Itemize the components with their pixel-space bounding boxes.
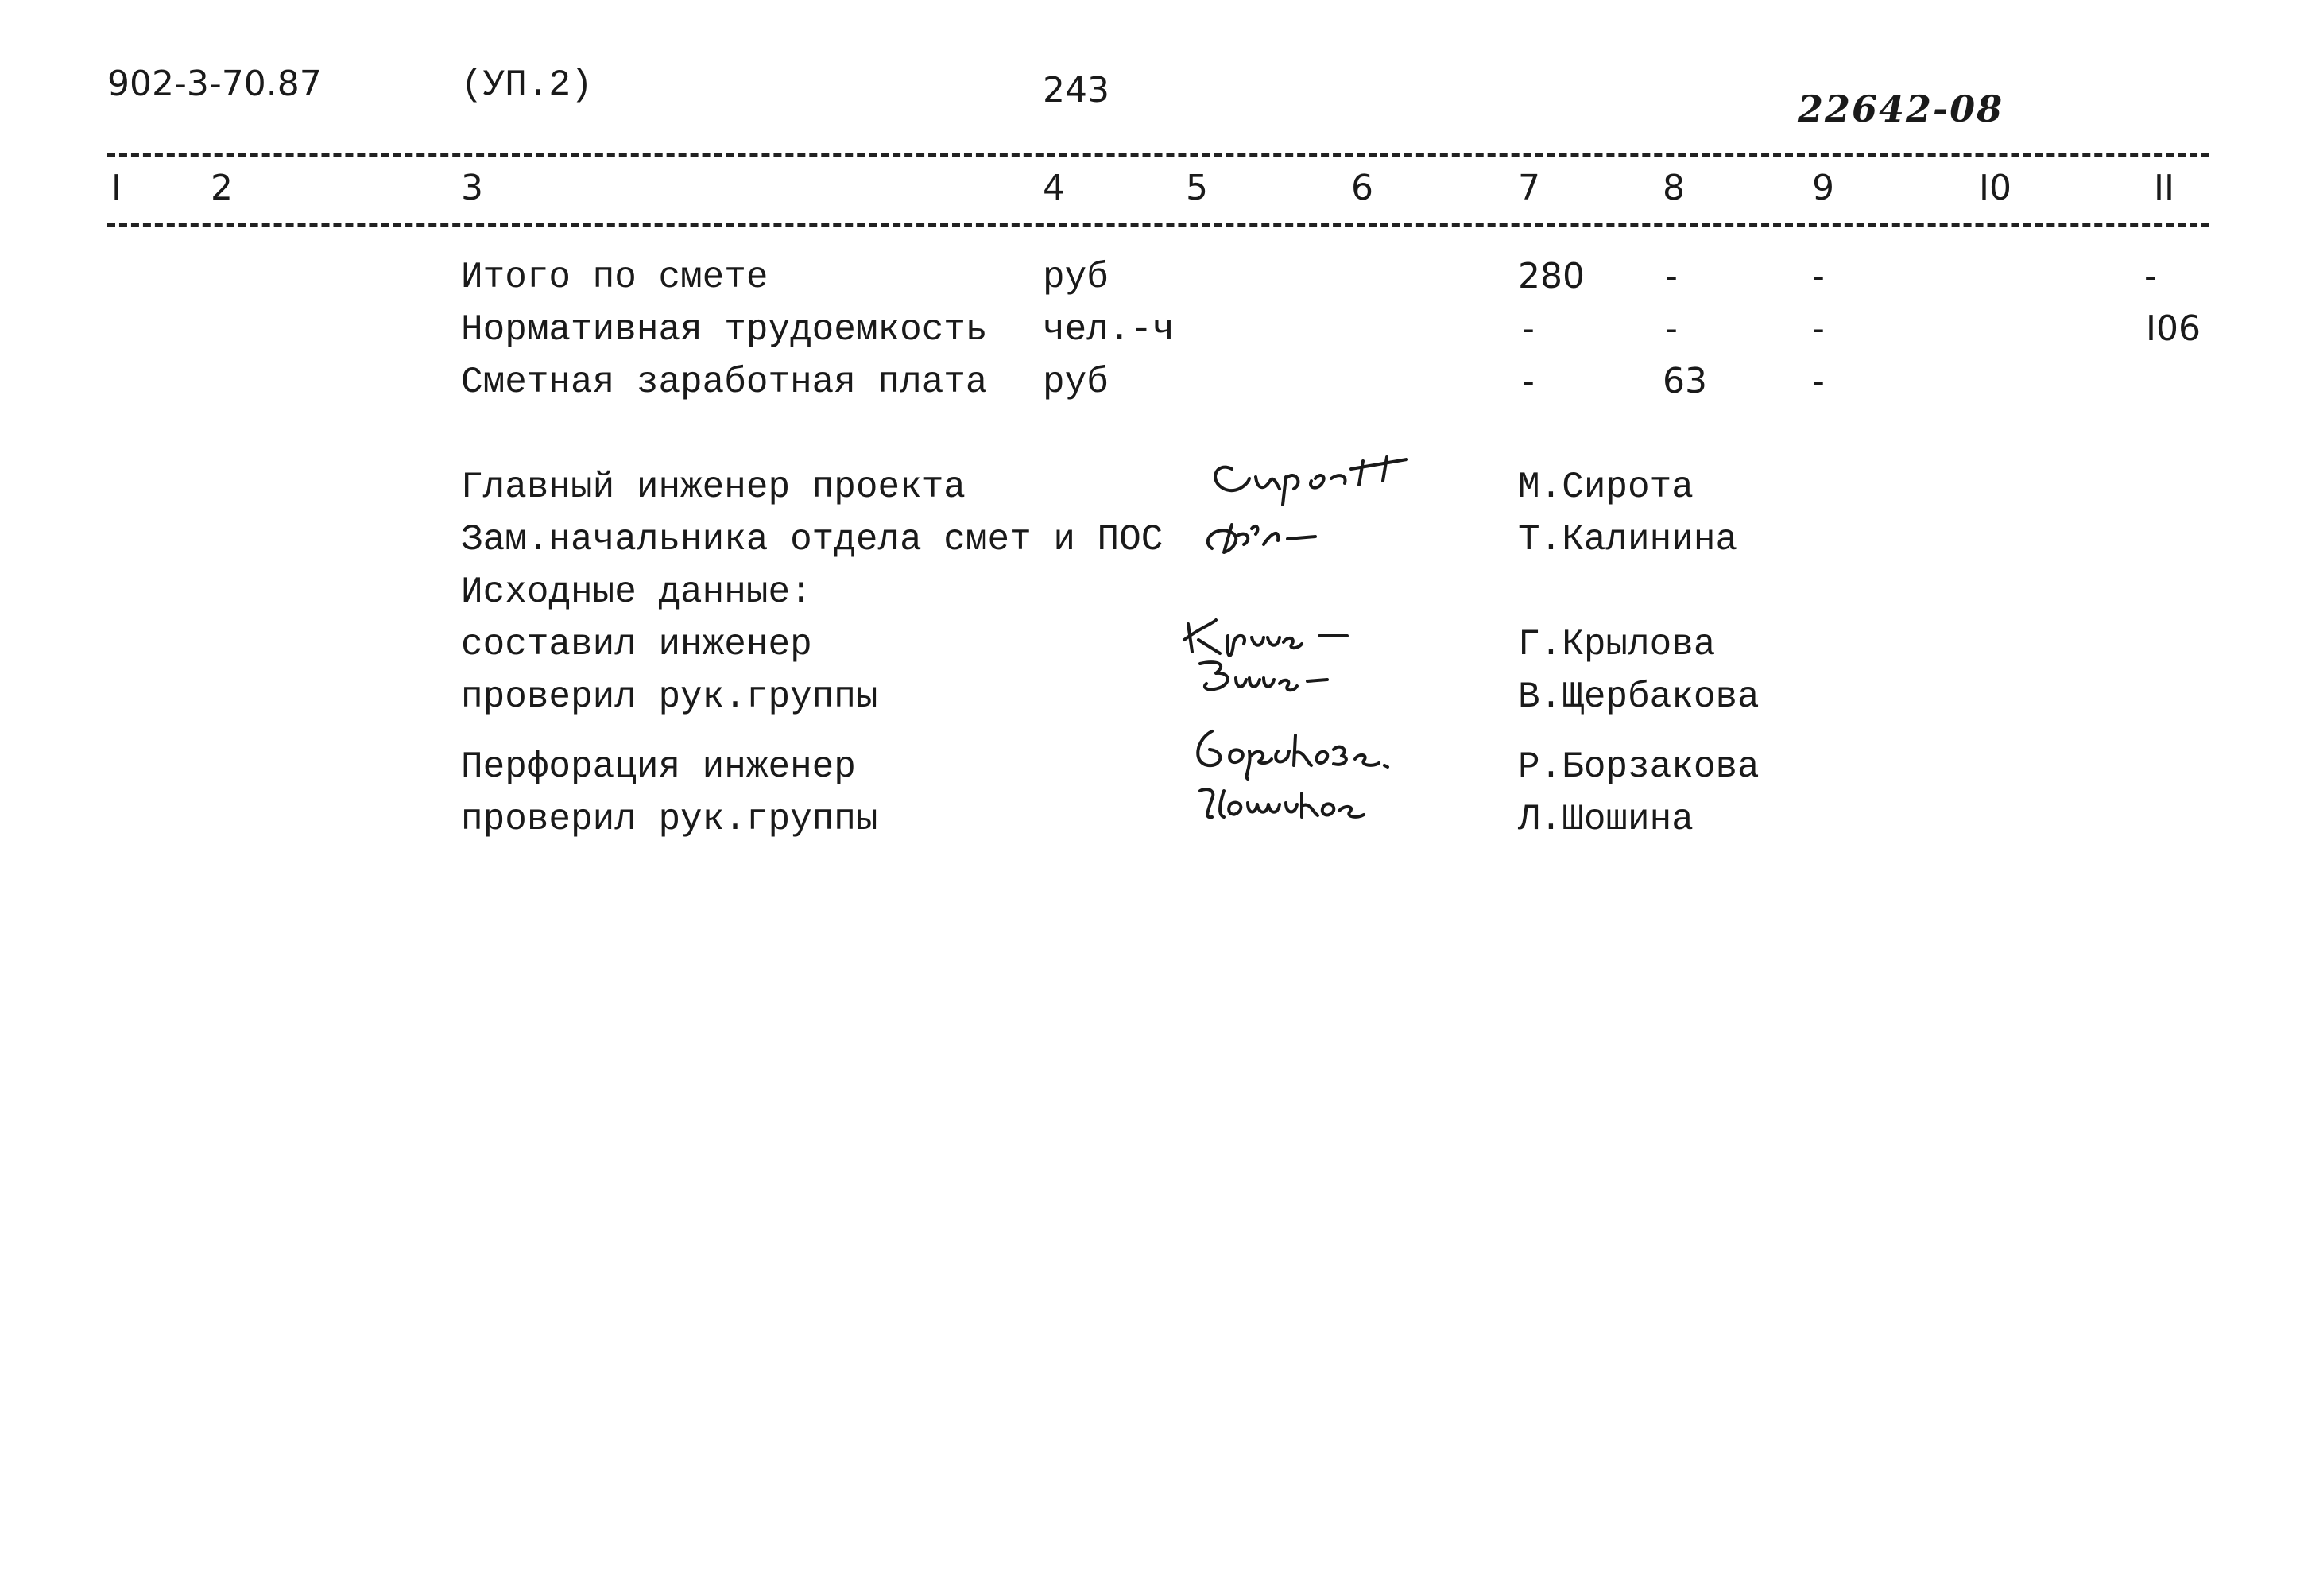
- column-header-11: II: [2154, 168, 2174, 208]
- signature-shoshina: [1176, 771, 1462, 835]
- row-label: Итого по смете: [461, 257, 769, 298]
- table-top-rule: [107, 153, 2209, 157]
- column-header-3: 3: [461, 168, 483, 208]
- page-number: 243: [1043, 70, 1109, 110]
- row-col7: -: [1522, 361, 1535, 401]
- column-header-7: 7: [1518, 168, 1540, 208]
- row-label: Сметная заработная плата: [461, 362, 988, 403]
- perforation-name: Р.Борзакова: [1518, 746, 1760, 788]
- row-col9: -: [1812, 308, 1825, 349]
- checked-by-2-role: проверил рук.группы: [461, 799, 878, 840]
- checked-by-2-name: Л.Шошина: [1518, 799, 1694, 840]
- chief-engineer-name: М.Сирота: [1518, 467, 1694, 508]
- row-col11: I06: [2146, 308, 2201, 349]
- row-col8: -: [1665, 308, 1678, 349]
- row-col8: 63: [1663, 361, 1707, 401]
- row-unit: руб: [1043, 257, 1109, 298]
- compiled-by-role: составил инженер: [461, 624, 812, 665]
- row-col8: -: [1665, 256, 1678, 296]
- row-col7: 280: [1518, 256, 1585, 296]
- row-unit: чел.-ч: [1043, 309, 1175, 351]
- column-header-5: 5: [1186, 168, 1208, 208]
- deputy-head-name: Т.Калинина: [1518, 519, 1738, 560]
- deputy-head-role: Зам.начальника отдела смет и ПОС: [461, 519, 1164, 560]
- row-label: Нормативная трудоемкость: [461, 309, 988, 351]
- column-header-6: 6: [1351, 168, 1373, 208]
- signature-sirota: [1200, 445, 1486, 509]
- column-header-10: I0: [1979, 168, 2012, 208]
- column-header-8: 8: [1663, 168, 1685, 208]
- signature-shcherbakova: [1184, 648, 1470, 711]
- archive-number: 22642-08: [1798, 87, 2004, 130]
- column-header-4: 4: [1043, 168, 1065, 208]
- checked-by-role: проверил рук.группы: [461, 676, 878, 718]
- column-header-1: I: [111, 168, 122, 208]
- checked-by-name: В.Щербакова: [1518, 676, 1760, 718]
- row-col11: -: [2144, 256, 2157, 296]
- row-col9: -: [1812, 361, 1825, 401]
- source-data-heading: Исходные данные:: [461, 571, 812, 613]
- compiled-by-name: Г.Крылова: [1518, 624, 1716, 665]
- signature-kalinina: [1176, 501, 1462, 564]
- column-header-9: 9: [1812, 168, 1834, 208]
- document-number: 902-3-70.87: [107, 64, 322, 104]
- table-header-rule: [107, 223, 2209, 227]
- row-unit: руб: [1043, 362, 1109, 403]
- section-code: (УП.2): [461, 64, 593, 106]
- row-col9: -: [1812, 256, 1825, 296]
- chief-engineer-role: Главный инженер проекта: [461, 467, 966, 508]
- column-header-2: 2: [211, 168, 233, 208]
- row-col7: -: [1522, 308, 1535, 349]
- perforation-role: Перфорация инженер: [461, 746, 856, 788]
